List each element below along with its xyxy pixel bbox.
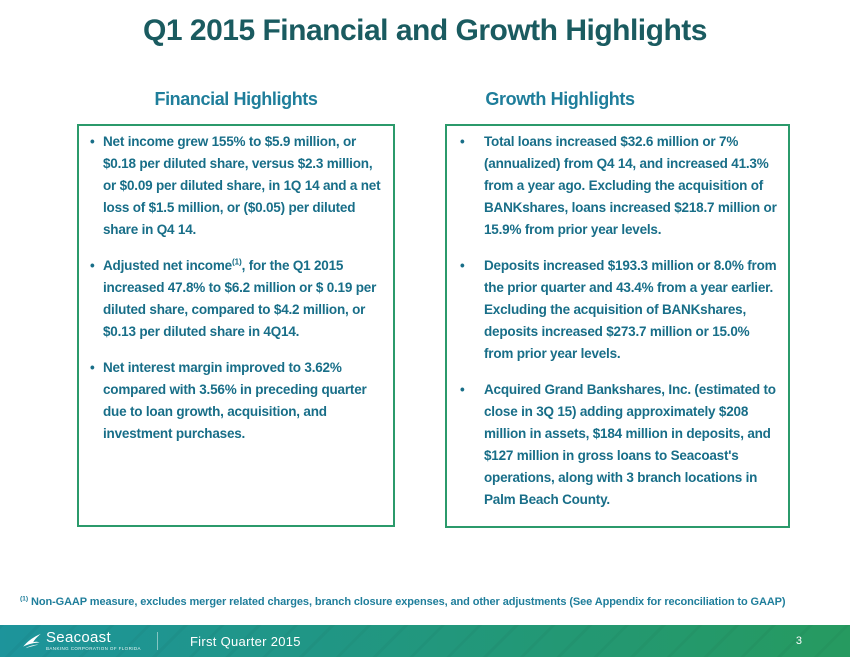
logo-wordmark: Seacoast [46, 629, 111, 647]
financial-highlights-list [79, 126, 393, 450]
growth-highlights-box [445, 124, 790, 528]
page-number: 3 [795, 635, 802, 647]
footer-divider [157, 632, 158, 650]
financial-highlights-box [77, 124, 395, 527]
footer-bar [0, 625, 850, 657]
bullet-item: • Adjusted net income$^{(1)}$, for the Q1 2015 increased 47.8% to $6.2 million or $ 0.19 per diluted share, compared to $4.2 million, or $0.13 per diluted share in 4Q14. [79, 255, 383, 343]
page-title: Q1 2015 Financial and Growth Highlights [143, 14, 707, 47]
growth-highlights-header: Growth Highlights [485, 89, 635, 109]
growth-highlights-list [447, 126, 788, 516]
bullet-item: • Deposits increased $193.3 million or 8.0% from the prior quarter and 43.4% from a year earlier. Excluding the acquisition of BANKshares, deposits increased $273.7 million or 15.0% from prior year levels. [447, 255, 778, 365]
bullet-item: • Net interest margin improved to 3.62% compared with 3.56% in preceding quarter due to loan growth, acquisition, and investment purchases. [79, 357, 383, 445]
footnote [20, 596, 835, 608]
logo-subtext: BANKING CORPORATION OF FLORIDA [46, 646, 141, 652]
logo-text-wrap [46, 630, 141, 652]
bullet-item: • Acquired Grand Bankshares, Inc. (estimated to close in 3Q 15) adding approximately $208 million in assets, $184 million in deposits, and $127 million in gross loans to Seacoast's operations, along with 3 branch locations in Palm Beach County. [447, 379, 778, 511]
bullet-item: • Total loans increased $32.6 million or 7% (annualized) from Q4 14, and increased 41.3% from a year ago. Excluding the acquisition of BANKshares, loans increased $218.7 million or 15.9% from prior year levels. [447, 131, 778, 241]
bullet-item: • Net income grew 155% to $5.9 million, or $0.18 per diluted share, versus $2.3 million, or $0.09 per diluted share, in 1Q 14 and a net loss of $1.5 million, or ($0.05) per diluted share in Q4 14. [79, 131, 383, 241]
footnote-marker: (1) [20, 595, 29, 603]
footnote-text: Non-GAAP measure, excludes merger related charges, branch closure expenses, and other adjustments (See Appendix for reconciliation to GAAP) [28, 596, 786, 608]
seacoast-logo [22, 630, 141, 652]
financial-highlights-header: Financial Highlights [154, 89, 318, 109]
footer-slide-label: First Quarter 2015 [189, 633, 301, 649]
seacoast-bird-icon [22, 633, 42, 649]
